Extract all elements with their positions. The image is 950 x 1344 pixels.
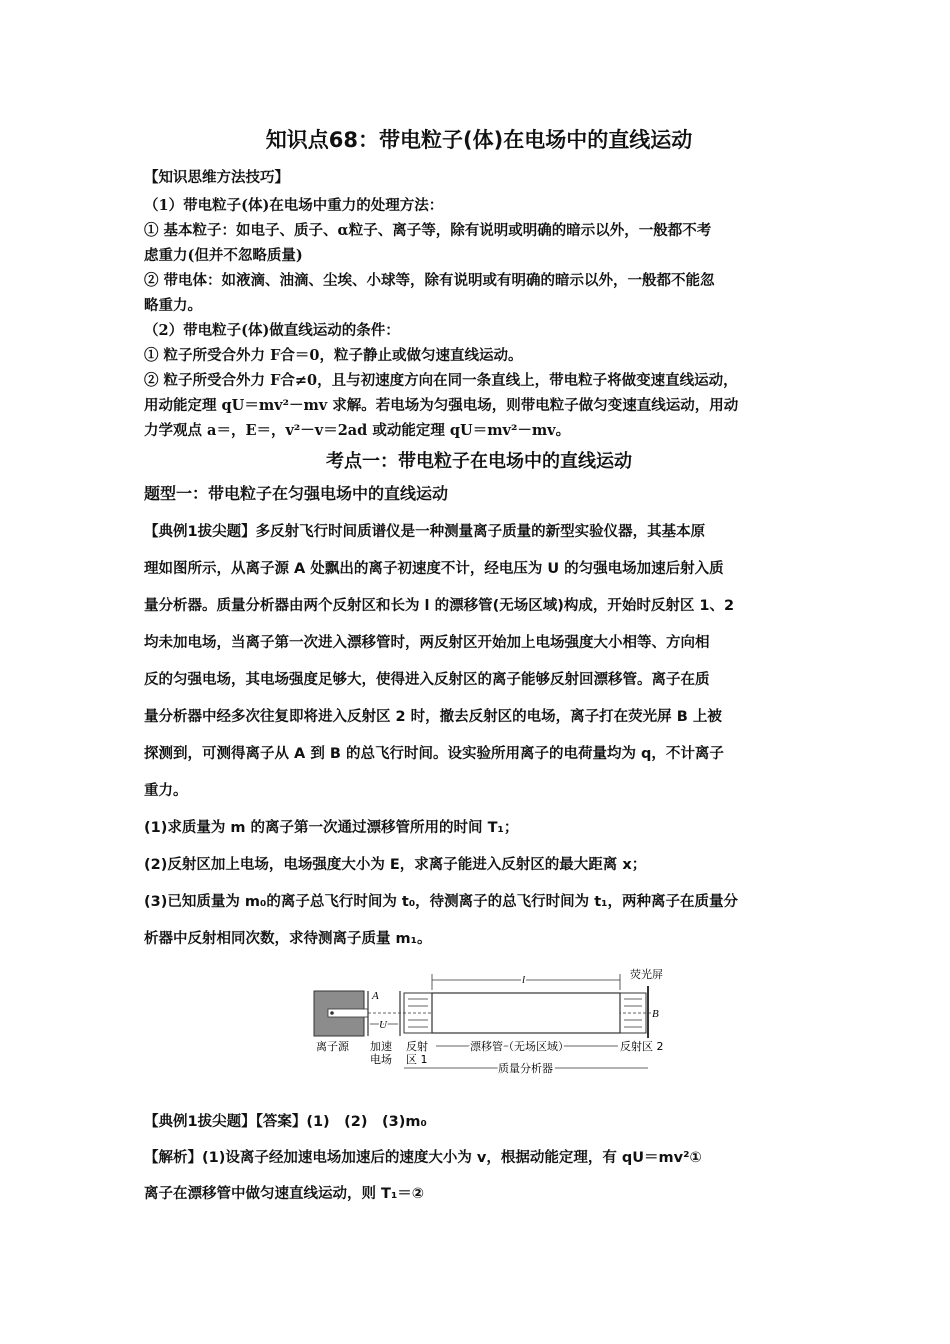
knowledge-line: ① 基本粒子：如电子、质子、α粒子、离子等，除有说明或明确的暗示以外，一般都不考	[144, 222, 712, 239]
knowledge-line: ② 粒子所受合外力 F合≠0，且与初速度方向在同一条直线上，带电粒子将做变速直线运动，	[144, 372, 738, 389]
label-refl2: 反射区 2	[620, 1040, 664, 1053]
example-line: 探测到，可测得离子从 A 到 B 的总飞行时间。设实验所用离子的电荷量均为 q，不计离子	[144, 746, 724, 762]
knowledge-line: 用动能定理 qU＝mv²－mv 求解。若电场为匀强电场，则带电粒子做匀变速直线运动，用动	[144, 397, 739, 414]
example-line: 量分析器。质量分析器由两个反射区和长为 l 的漂移管(无场区域)构成，开始时反射区 1、2	[144, 598, 735, 614]
drift-tube	[432, 993, 620, 1033]
knowledge-line: 虑重力(但并不忽略质量)	[144, 247, 303, 264]
document-page	[144, 120, 814, 1212]
label-ion-source: 离子源	[316, 1040, 349, 1053]
label-screen: 荧光屏	[630, 968, 663, 981]
label-drift: 漂移管（无场区域）	[470, 1040, 569, 1053]
question-line: 析器中反射相同次数，求待测离子质量 m₁。	[144, 931, 432, 947]
label-A: A	[372, 990, 379, 1002]
label-B: B	[652, 1008, 659, 1020]
question-line: (2)反射区加上电场，电场强度大小为 E，求离子能进入反射区的最大距离 x；	[144, 857, 647, 873]
knowledge-line: 略重力。	[144, 297, 202, 314]
ion-source-dot	[330, 1011, 334, 1015]
label-refl1-1: 反射	[406, 1040, 428, 1053]
example-block	[144, 514, 814, 958]
knowledge-line: 力学观点 a＝，E＝，v²－v＝2ad 或动能定理 qU＝mv²－mv。	[144, 422, 571, 439]
analysis-line: 【解析】(1)设离子经加速电场加速后的速度大小为 v，根据动能定理，有 qU＝mv²①	[144, 1150, 702, 1166]
example-line: 反的匀强电场，其电场强度足够大，使得进入反射区的离子能够反射回漂移管。离子在质	[144, 672, 710, 688]
label-l: l	[522, 974, 526, 986]
type-heading: 题型一：带电粒子在匀强电场中的直线运动	[144, 484, 449, 503]
analysis-line: 离子在漂移管中做匀速直线运动，则 T₁＝②	[144, 1186, 425, 1202]
knowledge-block	[144, 193, 814, 443]
label-analyzer: 质量分析器	[498, 1062, 553, 1075]
example-line: 【典例1拔尖题】多反射飞行时间质谱仪是一种测量离子质量的新型实验仪器，其基本原	[144, 524, 706, 540]
example-line: 量分析器中经多次往复即将进入反射区 2 时，撤去反射区的电场，离子打在荧光屏 B 上被	[144, 709, 722, 725]
label-U: U	[379, 1019, 387, 1031]
question-line: (1)求质量为 m 的离子第一次通过漂移管所用的时间 T₁；	[144, 820, 519, 836]
knowledge-line: ① 粒子所受合外力 F合＝0，粒子静止或做匀速直线运动。	[144, 347, 523, 364]
label-refl1-2: 区 1	[406, 1053, 428, 1066]
answer-line: 【典例1拔尖题】【答案】(1) (2) (3)m₀	[144, 1114, 427, 1130]
knowledge-line: （2）带电粒子(体)做直线运动的条件：	[144, 322, 400, 339]
mass-spectrometer-diagram	[312, 966, 672, 1076]
page-title: 知识点68：带电粒子(体)在电场中的直线运动	[265, 128, 693, 152]
ion-source-channel	[328, 1009, 368, 1017]
knowledge-line: ② 带电体：如液滴、油滴、尘埃、小球等，除有说明或有明确的暗示以外，一般都不能忽	[144, 272, 715, 289]
section-heading: 考点一：带电粒子在电场中的直线运动	[326, 451, 632, 472]
example-line: 重力。	[144, 783, 188, 799]
knowledge-header: 【知识思维方法技巧】	[144, 170, 289, 186]
label-accel-2: 电场	[370, 1053, 392, 1066]
knowledge-line: （1）带电粒子(体)在电场中重力的处理方法：	[144, 197, 444, 214]
example-line: 均未加电场，当离子第一次进入漂移管时，两反射区开始加上电场强度大小相等、方向相	[144, 635, 710, 651]
question-line: (3)已知质量为 m₀的离子总飞行时间为 t₀，待测离子的总飞行时间为 t₁，两种离子在质量分	[144, 894, 739, 910]
label-accel-1: 加速	[370, 1040, 392, 1053]
example-line: 理如图所示，从离子源 A 处飘出的离子初速度不计，经电压为 U 的匀强电场加速后射入质	[144, 561, 724, 577]
